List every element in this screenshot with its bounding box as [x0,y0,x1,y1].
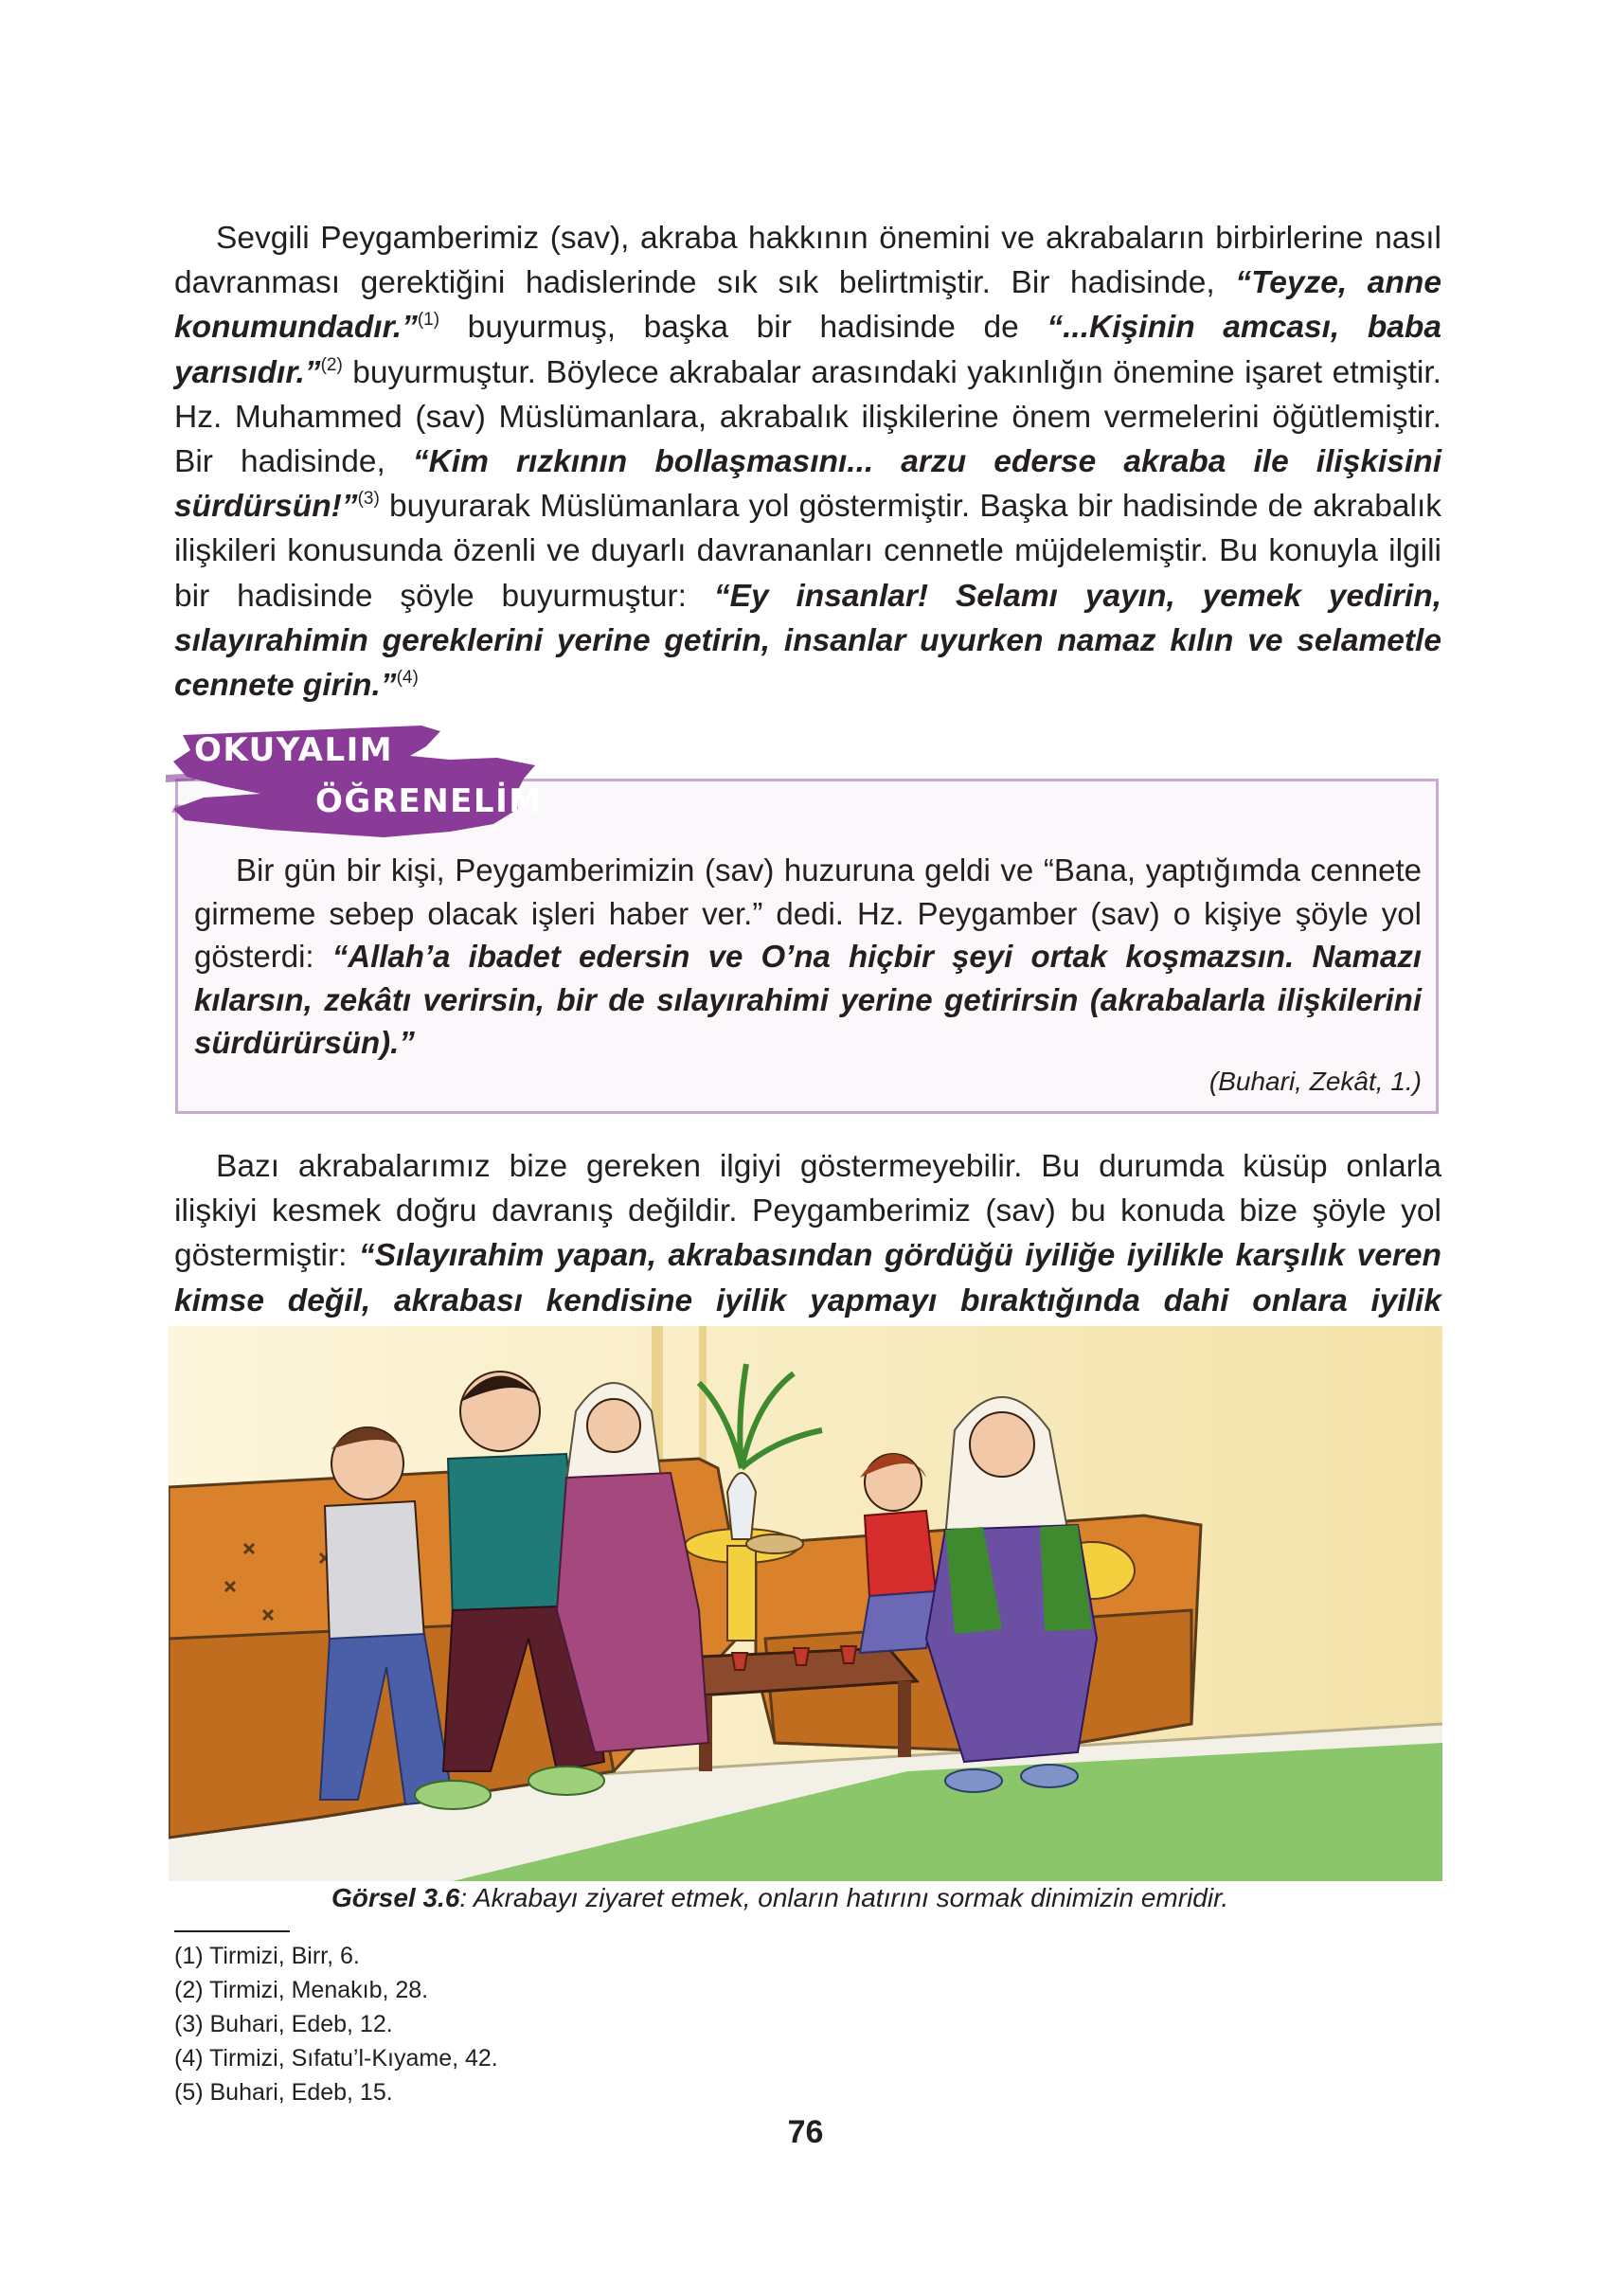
footnote-ref: (4) [396,668,419,689]
footnote: (2) Tirmizi, Menakıb, 28. [174,1977,429,2003]
footnote: (1) Tirmizi, Birr, 6. [174,1943,360,1969]
hadith-quote: “Allah’a ibadet edersin ve O’na hiçbir şeyi ortak koşmazsın. Namazı kılarsın, zekâtı verirsin, bir de sılayırahimi yerine getirirsin (akrabalarla ilişkilerini sürdürürsün).” [194,939,1422,1060]
hadith-quote: “Ey insanlar! Selamı yayın, yemek yedirin, sılayırahimin gereklerini yerine getirin, insanlar uyurken namaz kılın ve selametle cennete girin.” [174,578,1442,704]
footnote: (5) Buhari, Edeb, 15. [174,2079,393,2106]
box-source: (Buhari, Zekât, 1.) [1208,1067,1422,1096]
footnote-ref: (3) [357,489,380,510]
text: buyurmuş, başka bir hadisinde de [439,310,1047,346]
text: buyurmuştur. Böylece akrabalar arasındaki yakınlığın önemine işaret etmiştir. Hz. Muhammed (sav) Müslümanlara, akrabalık ilişkilerine önem vermelerini öğütlemiştir. Bir hadisinde, [174,354,1441,480]
page-number: 76 [787,2114,824,2150]
text: Sevgili Peygamberimiz (sav), akraba hakkının önemini ve akrabaların birbirlerine nasıl davranması gerektiğini hadislerinde sık sık belirtmiştir. Bir hadisinde, [174,221,1441,301]
banner-line-1: OKUYALIM [194,731,394,769]
hadith-quote: “Teyze, anne konumundadır.” [174,265,1441,346]
footnote: (3) Buhari, Edeb, 12. [174,2011,393,2037]
hadith-quote: “Sılayırahim yapan, akrabasından gördüğü iyiliğe iyilikle karşılık veren kimse değil, akrabası kendisine iyilik yapmayı bıraktığında dahi onlara iyilik [174,1238,1441,1318]
hadith-quote: “...Kişinin amcası, baba yarısıdır.” [174,310,1442,390]
footnote-divider [174,1930,290,1932]
text: buyurarak Müslümanlara yol göstermiştir. Başka bir hadisinde de akrabalık ilişkileri konusunda özenli ve duyarlı davrananları cennetle müjdelemiştir. Bu konuyla ilgili bir hadisinde şöyle buyurmuştur: [174,489,1441,614]
footnote: (4) Tirmizi, Sıfatu’l-Kıyame, 42. [174,2045,498,2072]
figure-caption-text: : Akrabayı ziyaret etmek, onların hatırını sormak dinimizin emridir. [459,1883,1229,1912]
figure-label: Görsel 3.6 [331,1883,460,1912]
reading-box-banner [166,718,545,851]
figure-caption [331,1883,1228,1913]
footnotes [174,1939,498,2109]
footnote-ref: (2) [320,354,343,375]
hadith-quote: “Kim rızkının bollaşmasını... arzu ederse akraba ile ilişkisini sürdürsün!” [174,444,1441,525]
footnote-ref: (1) [417,310,440,331]
text: Bir gün bir kişi, Peygamberimizin (sav) huzuruna geldi ve “Bana, yaptığımda cennete girmeme sebep olacak işleri haber ver.” dedi. Hz. Peygamber (sav) o kişiye şöyle yol gösterdi: [194,852,1422,974]
intro-paragraph [174,216,1441,708]
box-paragraph [194,849,1422,1065]
banner-line-2: ÖĞRENELİM [315,782,543,820]
family-visit-illustration [169,1326,1442,1881]
text: Bazı akrabalarımız bize gereken ilgiyi göstermeyebilir. Bu durumda küsüp onlarla ilişkiyi kesmek doğru davranış değildir. Peygamberimiz (sav) bu konuda bize şöyle yol göstermiştir: [174,1149,1441,1274]
